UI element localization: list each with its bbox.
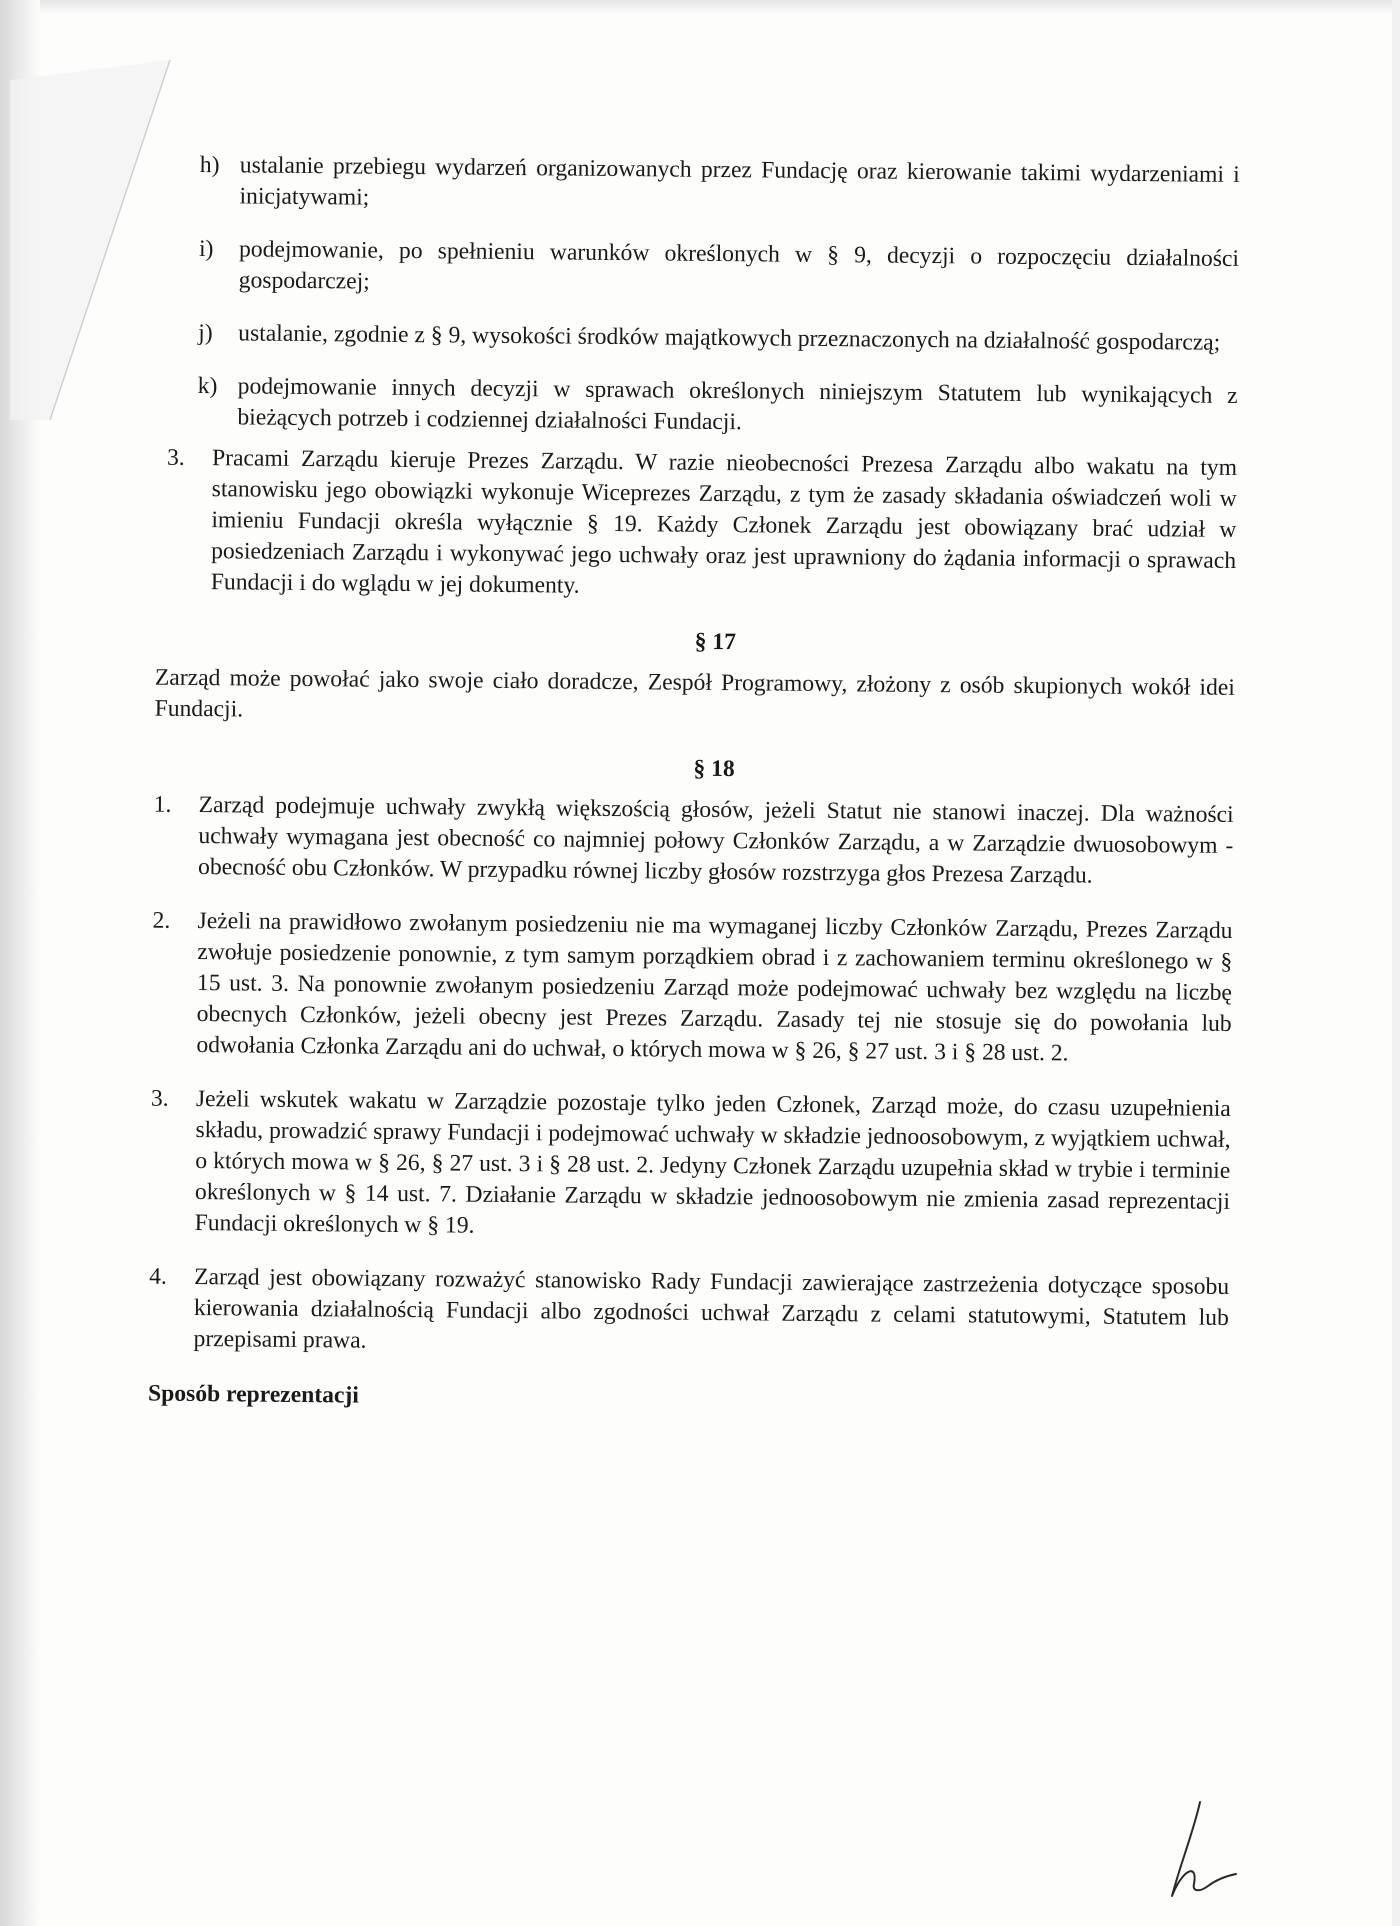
section-17-text: Zarząd może powołać jako swoje ciało doradcze, Zespół Programowy, złożony z osób skupionych wokół idei Fundacji. bbox=[154, 664, 1236, 723]
section-18-points bbox=[148, 790, 1234, 1420]
section-18-title: § 18 bbox=[693, 755, 735, 783]
list-marker: k) bbox=[197, 372, 218, 400]
list-item-text: podejmowanie innych decyzji w sprawach określonych niniejszym Statutem lub wynikających z bieżących potrzeb i codziennej działalności Fundacji. bbox=[237, 373, 1238, 436]
point-marker: 3. bbox=[150, 1085, 169, 1112]
point-text: Pracami Zarządu kieruje Prezes Zarządu. W razie nieobecności Prezesa Zarządu albo wakatu na tym stanowisku jego obowiązki wykonuje Wiceprezes Zarządu, z tym że zasady składania oświadczeń woli w imieniu Fundacji określa wyłącznie § 19. Każdy Członek Zarządu jest obowiązany brać udział w posiedzeniach Zarządu i wykonywać jego uchwały oraz jest uprawniony do żądania informacji o sprawach Fundacji i do wglądu w jej dokumenty. bbox=[210, 445, 1238, 599]
section-18-point-3 bbox=[150, 1084, 1231, 1249]
point-text: Zarząd jest obowiązany rozważyć stanowisko Rady Fundacji zawierające zastrzeżenia dotyczące sposobu kierowania działalnością Fundacji albo zgodności uchwał Zarządu z celami statutowymi, Statutem lub przepisami prawa. bbox=[193, 1263, 1230, 1354]
list-marker: i) bbox=[198, 235, 214, 263]
scan-right-edge bbox=[1392, 0, 1400, 1926]
section-heading-representation: Sposób reprezentacji bbox=[147, 1380, 359, 1409]
list-item-i bbox=[199, 234, 1240, 306]
list-item-h bbox=[199, 150, 1240, 222]
point-text: Jeżeli wskutek wakatu w Zarządzie pozostaje tylko jeden Członek, Zarząd może, do czasu uzupełnienia składu, prowadzić sprawy Fundacji i podejmować uchwały w składzie jednoosobowym, z wyjątkiem uchwał, o których mowa w § 26, § 27 ust. 3 i § 28 ust. 2. Jedyny Członek Zarządu uzupełnia skład w trybie i terminie określonych w § 14 ust. 7. Działanie Zarządu w składzie jednoosobowym nie zmienia zasad reprezentacji Fundacji określonych w § 19. bbox=[194, 1086, 1231, 1239]
document-body bbox=[147, 150, 1240, 1420]
handwritten-signature bbox=[1160, 1800, 1240, 1900]
list-item-text: ustalanie przebiegu wydarzeń organizowanych przez Fundację oraz kierowanie takimi wydarzeniami i inicjatywami; bbox=[239, 152, 1240, 211]
point-marker: 1. bbox=[153, 791, 172, 818]
paper-fold-shadow bbox=[10, 60, 190, 420]
section-18-point-1 bbox=[153, 790, 1234, 893]
section-18-point-2 bbox=[151, 906, 1232, 1071]
section-18-point-4 bbox=[148, 1262, 1229, 1365]
list-item-text: podejmowanie, po spełnieniu warunków określonych w § 9, decyzji o rozpoczęciu działalności gospodarczej; bbox=[238, 236, 1240, 295]
point-text: Jeżeli na prawidłowo zwołanym posiedzeniu nie ma wymaganej liczby Członków Zarządu, Prezes Zarządu zwołuje posiedzenie ponownie, z tym samym porządkiem obrad i z zachowaniem terminu określonego w § 15 ust. 3. Na ponownie zwołanym posiedzeniu Zarząd może podejmować uchwały bez względu na liczbę obecnych Członków, jeżeli obecny jest Prezes Zarządu. Zasady tej nie stosuje się do powołania lub odwołania Członka Zarządu ani do uchwał, o których mowa w § 26, § 27 ust. 3 i § 28 ust. 2. bbox=[196, 908, 1233, 1067]
point-3 bbox=[166, 443, 1237, 608]
list-marker: j) bbox=[198, 319, 213, 347]
list-item-j bbox=[198, 318, 1238, 359]
section-17-title: § 17 bbox=[694, 628, 737, 656]
list-marker: h) bbox=[199, 151, 220, 179]
point-marker: 4. bbox=[149, 1263, 168, 1290]
list-item-k bbox=[197, 371, 1238, 443]
point-marker: 2. bbox=[152, 907, 171, 934]
point-text: Zarząd podejmuje uchwały zwykłą większością głosów, jeżeli Statut nie stanowi inaczej. Dla ważności uchwały wymagana jest obecność co najmniej połowy Członków Zarządu, a w Zarządzie dwuosobowym - obecność obu Członków. W przypadku równej liczby głosów rozstrzyga głos Prezesa Zarządu. bbox=[197, 792, 1234, 889]
list-item-text: ustalanie, zgodnie z § 9, wysokości środków majątkowych przeznaczonych na działalność gospodarczą; bbox=[238, 320, 1221, 356]
scan-top-edge-shadow bbox=[40, 0, 1400, 14]
point-marker: 3. bbox=[166, 444, 185, 471]
